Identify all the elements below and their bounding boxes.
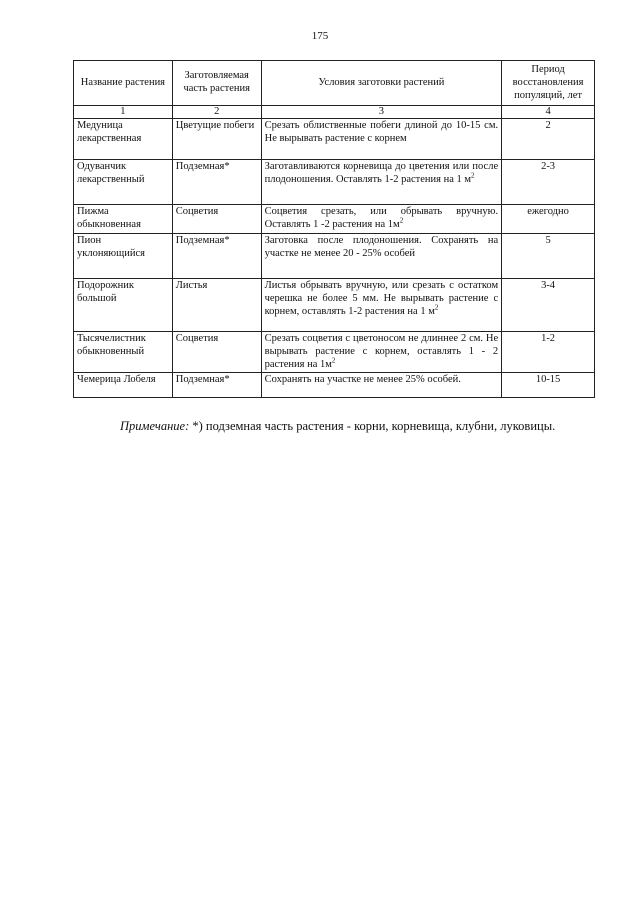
harvested-part-cell: Соцветия xyxy=(172,204,261,233)
recovery-period-cell: 2-3 xyxy=(502,159,595,204)
plant-name-cell: Тысячелистник обыкновенный xyxy=(74,331,173,372)
harvest-condition-text: Листья обрывать вручную, или срезать с остатком черешка не более 5 мм. Не вырывать растение с корнем, оставлять 1-2 растения на 1 м xyxy=(264,279,499,317)
harvest-condition-cell xyxy=(261,118,502,159)
column-number: 3 xyxy=(261,106,502,119)
harvested-part-cell: Подземная* xyxy=(172,159,261,204)
column-number: 2 xyxy=(172,106,261,119)
harvest-condition-cell xyxy=(261,204,502,233)
plant-name-cell: Пижма обыкновенная xyxy=(74,204,173,233)
harvested-part-cell: Подземная* xyxy=(172,233,261,278)
harvest-condition-text: Сохранять на участке не менее 25% особей. xyxy=(264,374,461,386)
superscript: 2 xyxy=(399,216,404,225)
superscript: 2 xyxy=(434,303,439,312)
recovery-period-cell: 2 xyxy=(502,118,595,159)
header-plant-name: Название растения xyxy=(74,61,173,106)
recovery-period-cell: ежегодно xyxy=(502,204,595,233)
harvest-condition-cell xyxy=(261,373,502,398)
header-recovery-period: Период восстановления популяций, лет xyxy=(502,61,595,106)
harvested-part-cell: Листья xyxy=(172,278,261,331)
header-harvested-part: Заготовляемая часть растения xyxy=(172,61,261,106)
table-row xyxy=(74,118,595,159)
table-row xyxy=(74,373,595,398)
superscript: 2 xyxy=(471,171,475,180)
column-number-row xyxy=(74,106,595,119)
harvest-condition-text: Заготовка после плодоношения. Сохранять на участке не менее 20 - 25% особей xyxy=(264,234,499,259)
header-harvest-conditions: Условия заготовки растений xyxy=(261,61,502,106)
column-number: 4 xyxy=(502,106,595,119)
table-row xyxy=(74,204,595,233)
harvest-condition-cell xyxy=(261,233,502,278)
recovery-period-cell: 1-2 xyxy=(502,331,595,372)
harvest-condition-text: Соцветия срезать, или обрывать вручную. Оставлять 1 -2 растения на 1м xyxy=(264,205,499,230)
table-row xyxy=(74,331,595,372)
harvested-part-cell: Подземная* xyxy=(172,373,261,398)
plant-name-cell: Подорожник большой xyxy=(74,278,173,331)
table-row xyxy=(74,278,595,331)
plant-name-cell: Пион уклоняющийся xyxy=(74,233,173,278)
recovery-period-cell: 10-15 xyxy=(502,373,595,398)
recovery-period-cell: 5 xyxy=(502,233,595,278)
harvested-part-cell: Цветущие побеги xyxy=(172,118,261,159)
recovery-period-cell: 3-4 xyxy=(502,278,595,331)
footnote xyxy=(120,419,600,434)
footnote-text: *) подземная часть растения - корни, корневища, клубни, луковицы. xyxy=(192,419,556,433)
harvest-condition-cell xyxy=(261,159,502,204)
plant-name-cell: Чемерица Лобеля xyxy=(74,373,173,398)
table-header-row xyxy=(74,61,595,106)
table-row xyxy=(74,233,595,278)
plant-name-cell: Медуница лекарственная xyxy=(74,118,173,159)
harvested-part-cell: Соцветия xyxy=(172,331,261,372)
plant-harvest-table xyxy=(73,60,595,398)
column-number: 1 xyxy=(74,106,173,119)
harvest-condition-text: Срезать соцветия с цветоносом не длиннее 2 см. Не вырывать растение с корнем, оставлять 1 - 2 растения на 1м xyxy=(264,332,499,370)
plant-name-cell: Одуванчик лекарственный xyxy=(74,159,173,204)
harvest-condition-text: Срезать облиственные побеги длиной до 10-15 см. Не вырывать растение с корнем xyxy=(264,119,499,144)
harvest-condition-cell xyxy=(261,331,502,372)
harvest-condition-cell xyxy=(261,278,502,331)
page-number: 175 xyxy=(311,30,329,42)
table-row xyxy=(74,159,595,204)
superscript: 2 xyxy=(331,356,336,365)
footnote-label: Примечание: xyxy=(120,419,190,433)
harvest-condition-text: Заготавливаются корневища до цветения или после плодоношения. Оставлять 1-2 растения на 1 м xyxy=(264,160,499,185)
